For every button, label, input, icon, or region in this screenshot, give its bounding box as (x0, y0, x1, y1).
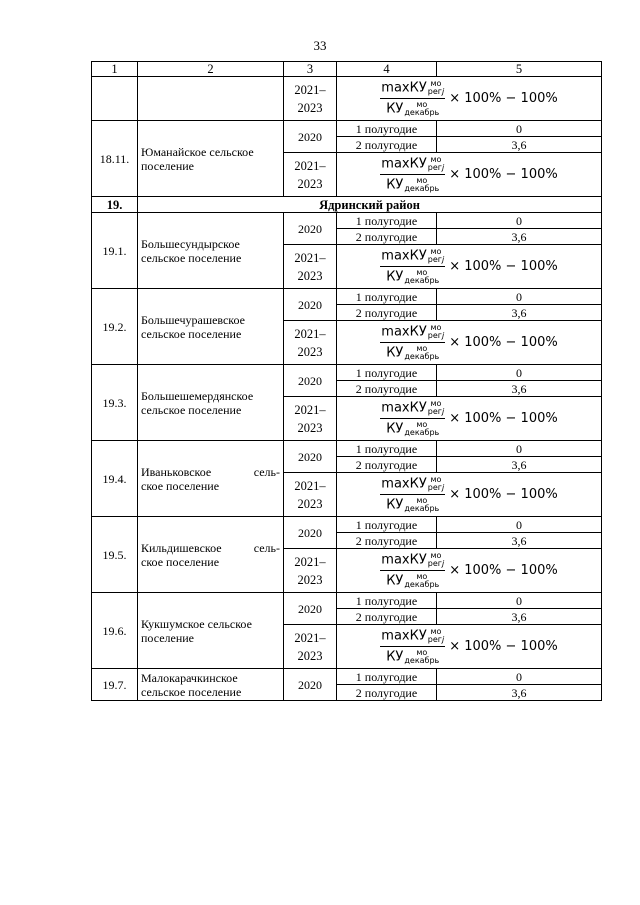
period-h1: 1 полугодие (337, 289, 437, 305)
period-h2: 2 полугодие (337, 229, 437, 245)
settlement-name: Малокарачкинское сельское поселение (138, 669, 284, 701)
table-row (92, 441, 602, 457)
value-h1: 0 (437, 669, 602, 685)
value-h2: 3,6 (437, 229, 602, 245)
period-h2: 2 полугодие (337, 381, 437, 397)
tariff-formula: maxКУ мо регj КУ мо декабрь × 100% − 100% (381, 551, 558, 589)
value-h1: 0 (437, 365, 602, 381)
col-header-2: 2 (138, 62, 284, 77)
tariff-formula: maxКУ мо регj КУ мо декабрь × 100% − 100% (381, 323, 558, 361)
tariff-formula: maxКУ мо регj КУ мо декабрь × 100% − 100% (381, 155, 558, 193)
col-header-5: 5 (437, 62, 602, 77)
row-number: 19.4. (92, 441, 138, 517)
col-header-1: 1 (92, 62, 138, 77)
value-h2: 3,6 (437, 685, 602, 701)
value-h2: 3,6 (437, 609, 602, 625)
years-cell: 2021– 2023 (284, 245, 337, 289)
tariff-table (91, 61, 602, 701)
table-row (92, 365, 602, 381)
year-cell: 2020 (284, 365, 337, 397)
period-h2: 2 полугодие (337, 685, 437, 701)
period-h1: 1 полугодие (337, 365, 437, 381)
years-cell: 2021– 2023 (284, 77, 337, 121)
settlement-name: Иваньковское сель- ское поселение (138, 441, 284, 517)
header-row (92, 62, 602, 77)
value-h2: 3,6 (437, 305, 602, 321)
district-number: 19. (92, 197, 138, 213)
col-header-3: 3 (284, 62, 337, 77)
district-row (92, 197, 602, 213)
formula-cell (337, 321, 602, 365)
settlement-name: Кильдишевское сель- ское поселение (138, 517, 284, 593)
district-name: Ядринский район (138, 197, 602, 213)
years-cell: 2021– 2023 (284, 153, 337, 197)
value-h1: 0 (437, 593, 602, 609)
col-header-4: 4 (337, 62, 437, 77)
year-cell: 2020 (284, 213, 337, 245)
year-cell: 2020 (284, 121, 337, 153)
formula-cell (337, 473, 602, 517)
year-cell: 2020 (284, 289, 337, 321)
period-h1: 1 полугодие (337, 593, 437, 609)
year-cell: 2020 (284, 669, 337, 701)
row-number: 19.6. (92, 593, 138, 669)
formula-cell (337, 397, 602, 441)
table-row (92, 517, 602, 533)
value-h1: 0 (437, 289, 602, 305)
table-row (92, 593, 602, 609)
settlement-name: Юманайское сельское поселение (138, 121, 284, 197)
year-cell: 2020 (284, 593, 337, 625)
row-number: 19.7. (92, 669, 138, 701)
period-h2: 2 полугодие (337, 533, 437, 549)
row-number: 19.1. (92, 213, 138, 289)
years-cell: 2021– 2023 (284, 473, 337, 517)
value-h1: 0 (437, 213, 602, 229)
formula-cell (337, 153, 602, 197)
year-cell: 2020 (284, 517, 337, 549)
years-cell: 2021– 2023 (284, 549, 337, 593)
row-number: 19.5. (92, 517, 138, 593)
table-row (92, 121, 602, 137)
years-cell: 2021– 2023 (284, 625, 337, 669)
period-h1: 1 полугодие (337, 441, 437, 457)
table-row (92, 669, 602, 685)
tariff-formula: maxКУ мо регj КУ мо декабрь × 100% − 100% (381, 627, 558, 665)
table-row (92, 213, 602, 229)
period-h2: 2 полугодие (337, 457, 437, 473)
tariff-formula: maxКУ мо регj КУ мо декабрь × 100% − 100% (381, 399, 558, 437)
value-h1: 0 (437, 441, 602, 457)
formula-cell (337, 245, 602, 289)
value-h2: 3,6 (437, 137, 602, 153)
formula-cell (337, 549, 602, 593)
period-h1: 1 полугодие (337, 121, 437, 137)
formula-cell (337, 77, 602, 121)
settlement-name: Большечурашевское сельское поселение (138, 289, 284, 365)
settlement-name: Кукшумское сельское поселение (138, 593, 284, 669)
years-cell: 2021– 2023 (284, 321, 337, 365)
period-h2: 2 полугодие (337, 305, 437, 321)
value-h2: 3,6 (437, 381, 602, 397)
row-number: 19.3. (92, 365, 138, 441)
row-number: 18.11. (92, 121, 138, 197)
period-h2: 2 полугодие (337, 609, 437, 625)
year-cell: 2020 (284, 441, 337, 473)
table-row (92, 289, 602, 305)
years-cell: 2021– 2023 (284, 397, 337, 441)
value-h1: 0 (437, 517, 602, 533)
value-h2: 3,6 (437, 533, 602, 549)
period-h2: 2 полугодие (337, 137, 437, 153)
formula-cell (337, 625, 602, 669)
period-h1: 1 полугодие (337, 213, 437, 229)
page-number: 33 (313, 38, 327, 53)
period-h1: 1 полугодие (337, 517, 437, 533)
value-h2: 3,6 (437, 457, 602, 473)
table-row (92, 77, 602, 121)
settlement-name: Большешемердянское сельское поселение (138, 365, 284, 441)
settlement-name: Большесундырское сельское поселение (138, 213, 284, 289)
tariff-formula: maxКУ мо регj КУ мо декабрь × 100% − 100% (381, 79, 558, 117)
value-h1: 0 (437, 121, 602, 137)
tariff-formula: maxКУ мо регj КУ мо декабрь × 100% − 100% (381, 247, 558, 285)
row-number: 19.2. (92, 289, 138, 365)
period-h1: 1 полугодие (337, 669, 437, 685)
tariff-formula: maxКУ мо регj КУ мо декабрь × 100% − 100% (381, 475, 558, 513)
